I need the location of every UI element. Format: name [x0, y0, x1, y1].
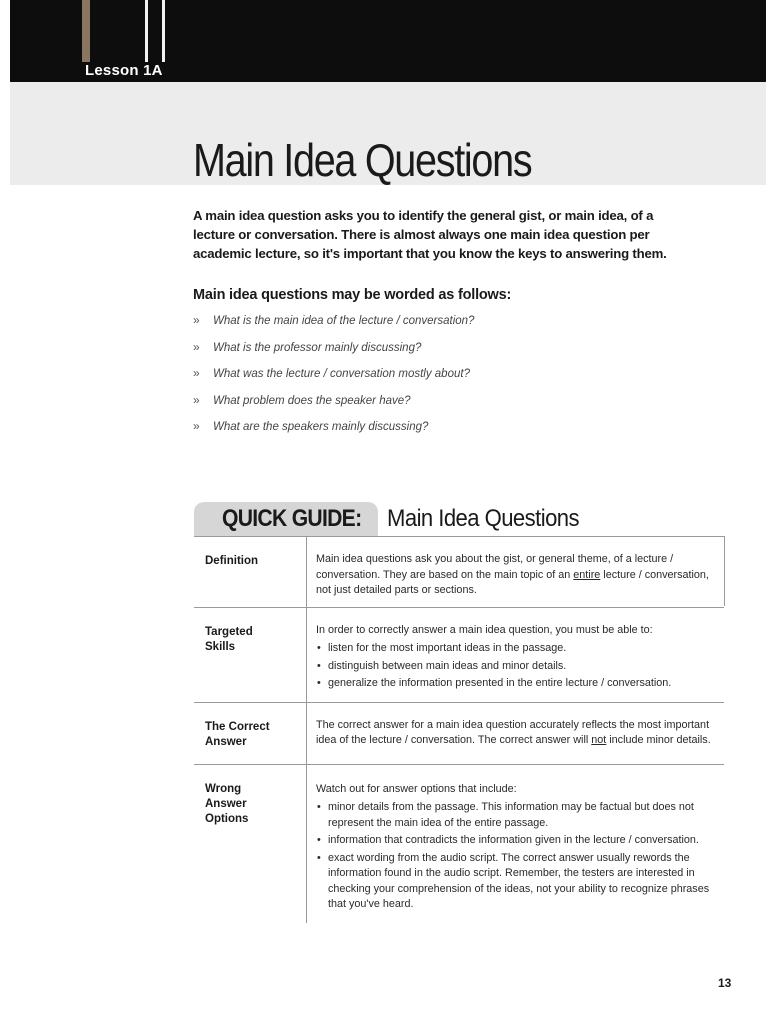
table-row-wrong-answers: [194, 764, 724, 923]
row-description: [307, 537, 725, 608]
row-term: [194, 537, 307, 608]
example-question-text: What is the professor mainly discussing?: [213, 341, 422, 354]
page-number: 13: [718, 976, 732, 990]
example-question-text: What problem does the speaker have?: [213, 394, 411, 407]
example-question: [193, 340, 474, 367]
list-item-text: exact wording from the audio script. The correct answer usually rewords the information found in the audio script. Remember, the testers are interested in checking your comprehension of the ideas, not your ability to recognize phrases that you've heard.: [328, 851, 710, 910]
row-term: [194, 702, 307, 764]
wrong-answers-intro: Watch out for answer options that include:: [316, 782, 517, 795]
term-text: Wrong: [205, 782, 242, 795]
table-row-definition: [194, 537, 724, 608]
page-title: Main Idea Questions: [193, 134, 532, 186]
bullet-icon: •: [317, 851, 321, 864]
example-question: [193, 313, 474, 340]
text-part: The correct answer for a main idea question accurately reflects the most important idea of the lecture / conversation. The correct answer will: [316, 718, 710, 746]
list-item: [316, 851, 714, 913]
skills-list: [316, 641, 714, 692]
lesson-label: Lesson 1A: [85, 62, 163, 79]
term-text: Answer: [205, 797, 247, 810]
chevron-bullet-icon: »: [193, 313, 200, 327]
list-item-text: distinguish between main ideas and minor details.: [328, 659, 567, 672]
intro-paragraph: A main idea question asks you to identify the general gist, or main idea, of a lecture or conversation. There is almost always one main idea question per academic lecture, so it's important that you know the keys to answering them.: [193, 208, 667, 261]
example-question: [193, 393, 474, 420]
text-part: include minor details.: [606, 734, 711, 746]
list-item: [316, 833, 714, 849]
row-term: [194, 764, 307, 923]
header-accent-bar: [82, 0, 90, 62]
list-item-text: generalize the information presented in the entire lecture / conversation.: [328, 677, 672, 689]
list-item: [316, 659, 714, 675]
header-stripe: [145, 0, 148, 62]
quick-guide-table: [194, 536, 724, 923]
example-question: [193, 366, 474, 393]
quick-guide-title: Main Idea Questions: [387, 505, 580, 532]
term-text: The Correct: [205, 720, 270, 733]
example-question: [193, 419, 474, 446]
chevron-bullet-icon: »: [193, 419, 200, 433]
list-item-text: information that contradicts the information given in the lecture / conversation.: [328, 834, 699, 846]
correct-answer-text: [316, 718, 714, 749]
list-item-text: minor details from the passage. This information may be factual but does not represent the main idea of the entire passage.: [328, 801, 694, 829]
header-stripe: [162, 0, 165, 62]
bullet-icon: •: [317, 834, 321, 846]
term-text: Targeted: [205, 625, 253, 638]
term-text: Options: [205, 812, 249, 825]
example-question-text: What was the lecture / conversation mostly about?: [213, 368, 470, 380]
list-item: [316, 800, 714, 831]
text-part: Main idea questions ask you about the gist, or general theme, of a lecture / conversation. They are based on the main topic of an: [316, 553, 674, 581]
skills-intro: In order to correctly answer a main idea question, you must be able to:: [316, 623, 653, 636]
term-text: Definition: [205, 555, 259, 567]
wrong-answers-list: [316, 800, 714, 913]
row-description: [307, 607, 725, 702]
bullet-icon: •: [317, 801, 321, 813]
chevron-bullet-icon: »: [193, 392, 200, 407]
list-item: [316, 641, 714, 657]
term-text: Answer: [205, 735, 247, 748]
quick-guide-label: QUICK GUIDE:: [222, 505, 362, 532]
list-item-text: listen for the most important ideas in the passage.: [328, 642, 567, 654]
table-border: [724, 536, 725, 606]
example-question-text: What is the main idea of the lecture / conversation?: [213, 315, 475, 327]
definition-text: [316, 552, 714, 599]
chevron-bullet-icon: »: [193, 339, 200, 354]
row-description: [307, 702, 725, 764]
table-row-skills: [194, 607, 724, 702]
bullet-icon: •: [317, 677, 321, 689]
example-question-text: What are the speakers mainly discussing?: [213, 421, 429, 433]
term-text: Skills: [205, 640, 236, 653]
bullet-icon: •: [317, 659, 321, 672]
bullet-icon: •: [317, 642, 321, 654]
wording-heading: Main idea questions may be worded as follows:: [193, 287, 512, 303]
table-row-correct-answer: [194, 702, 724, 764]
underlined-word: not: [591, 734, 607, 746]
text-part: lecture / conversation, not just detailed parts or sections.: [316, 568, 709, 596]
chevron-bullet-icon: »: [193, 366, 200, 380]
underlined-word: entire: [573, 568, 601, 581]
row-term: [194, 607, 307, 702]
row-description: [307, 764, 725, 923]
example-question-list: [193, 313, 474, 446]
list-item: [316, 676, 714, 692]
